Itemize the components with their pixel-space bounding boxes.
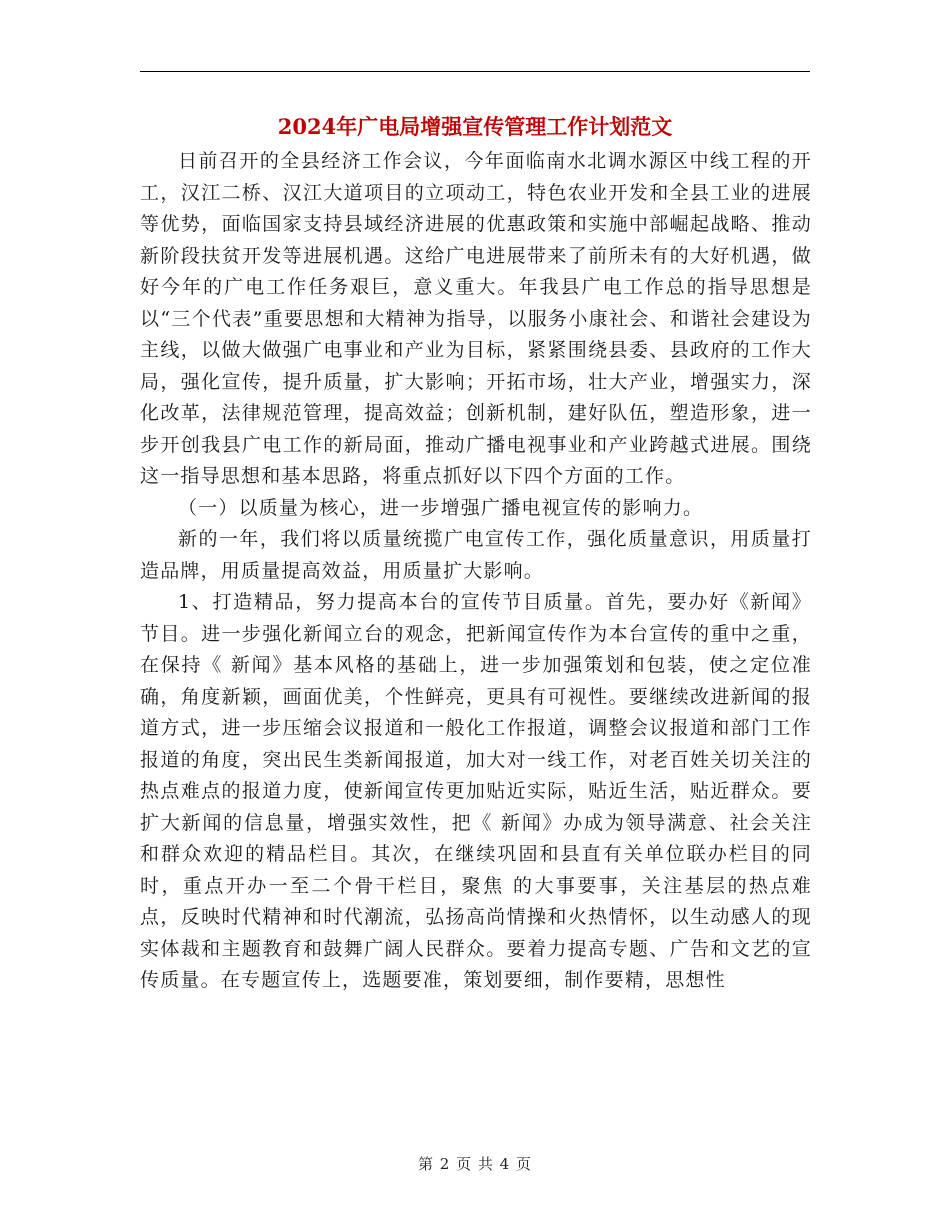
header-rule: [140, 71, 810, 72]
paragraph-quality-summary: 新的一年，我们将以质量统揽广电宣传工作，强化质量意识，用质量打造品牌，用质量提高效益，用质量扩大影响。: [140, 528, 812, 582]
paragraph-intro: 日前召开的全县经济工作会议，今年面临南水北调水源区中线工程的开工，汉江二桥、汉江大道项目的立项动工，特色农业开发和全县工业的进展等优势，面临国家支持县域经济进展的优惠政策和实施中部崛起战略、推动新阶段扶贫开发等进展机遇。这给广电进展带来了前所未有的大好机遇，做好今年的广电工作任务艰巨，意义重大。年我县广电工作总的指导思想是以“三个代表”重要思想和大精神为指导，以服务小康社会、和谐社会建设为主线，以做大做强广电事业和产业为目标，紧紧围绕县委、县政府的工作大局，强化宣传，提升质量，扩大影响；开拓市场，壮大产业，增强实力，深化改革，法律规范管理，提高效益；创新机制，建好队伍，塑造形象，进一步开创我县广电工作的新局面，推动广播电视事业和产业跨越式进展。围绕这一指导思想和基本思路，将重点抓好以下四个方面的工作。: [140, 150, 812, 487]
document-body: [140, 146, 812, 997]
paragraph-section-heading: （一）以质量为核心，进一步增强广播电视宣传的影响力。: [178, 496, 704, 519]
footer-prefix: 第: [417, 1155, 434, 1173]
footer-total-pages: 4: [499, 1155, 511, 1173]
document-title: 2024年广电局增强宣传管理工作计划范文: [277, 114, 673, 139]
footer-middle: 页 共: [456, 1155, 494, 1173]
footer-suffix: 页: [516, 1155, 533, 1173]
page-footer: [0, 1152, 950, 1176]
footer-current-page: 2: [439, 1155, 451, 1173]
paragraph-item-1: 1、打造精品，努力提高本台的宣传节目质量。首先，要办好《新闻》节目。进一步强化新闻立台的观念，把新闻宣传作为本台宣传的重中之重，在保持《 新闻》基本风格的基础上，进一步加强策划和包装，使之定位准确，角度新颖，画面优美，个性鲜亮，更具有可视性。要继续改进新闻的报道方式，进一步压缩会议报道和一般化工作报道，调整会议报道和部门工作报道的角度，突出民生类新闻报道，加大对一线工作，对老百姓关切关注的热点难点的报道力度，使新闻宣传更加贴近实际，贴近生活，贴近群众。要扩大新闻的信息量，增强实效性，把《 新闻》办成为领导满意、社会关注和群众欢迎的精品栏目。其次，在继续巩固和县直有关单位联办栏目的同时，重点开办一至二个骨干栏目，聚焦 的大事要事，关注基层的热点难点，反映时代精神和时代潮流，弘扬高尚情操和火热情怀，以生动感人的现实体裁和主题教育和鼓舞广阔人民群众。要着力提高专题、广告和文艺的宣传质量。在专题宣传上，选题要准，策划要细，制作要精，思想性: [140, 591, 812, 991]
